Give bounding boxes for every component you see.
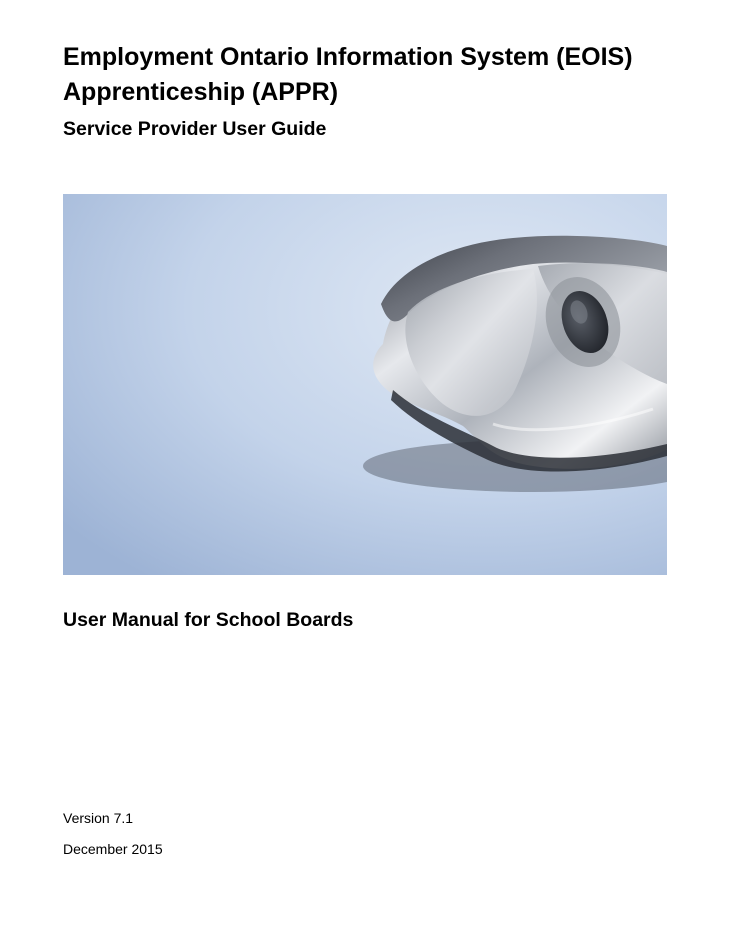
- title-line-2: Apprenticeship (APPR): [63, 78, 339, 106]
- document-title: [63, 40, 703, 110]
- document-subtitle: Service Provider User Guide: [63, 118, 327, 140]
- title-line-1: Employment Ontario Information System (EOIS): [63, 43, 633, 71]
- manual-title: User Manual for School Boards: [63, 609, 354, 631]
- version-label: Version 7.1: [63, 810, 134, 826]
- publication-date: December 2015: [63, 841, 163, 857]
- computer-mouse-illustration: [63, 194, 667, 575]
- cover-image: [63, 194, 667, 575]
